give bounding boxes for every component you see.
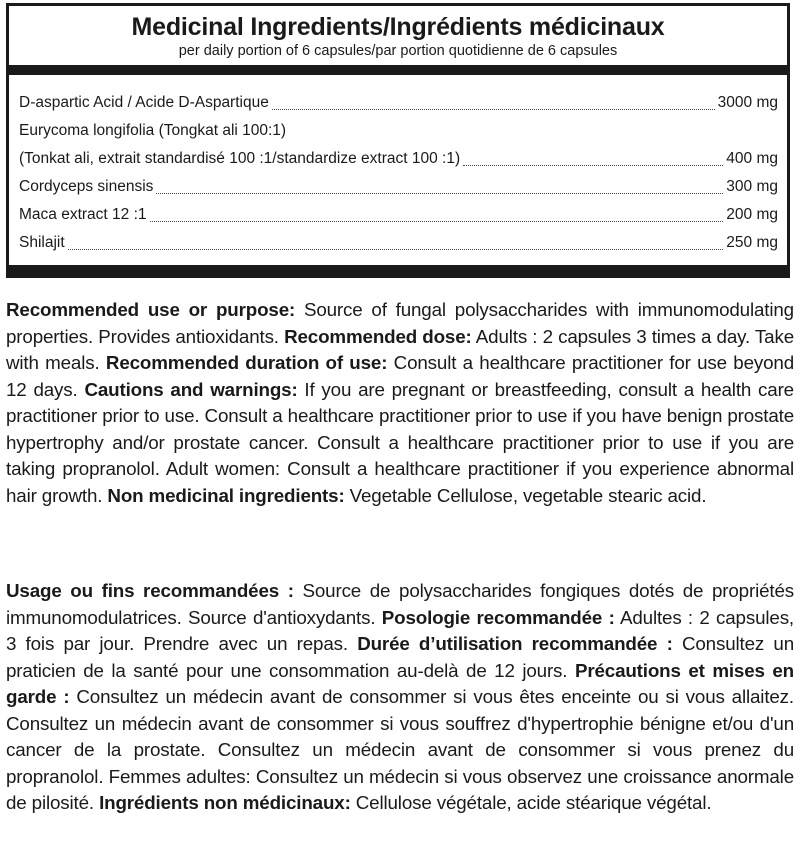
cautions-heading: Cautions and warnings: (84, 378, 298, 400)
dot-leader (463, 165, 723, 166)
use-heading: Recommended use or purpose: (6, 299, 296, 320)
english-label-paragraph (6, 297, 794, 509)
ingredient-name: (Tonkat ali, extrait standardisé 100 :1/standardize extract 100 :1) (19, 150, 461, 167)
ingredient-name: Maca extract 12 :1 (19, 206, 147, 223)
ingredient-row (19, 89, 778, 117)
duration-text: Consultez un praticien de la santé pour une consommation au-delà de 12 jours. (6, 633, 794, 681)
ingredient-amount: 250 mg (726, 234, 778, 251)
ingredient-name: D-aspartic Acid / Acide D-Aspartique (19, 94, 269, 111)
ingredient-row (19, 201, 778, 229)
duration-heading: Recommended duration of use: (105, 352, 388, 373)
dose-text: Adultes : 2 capsules, 3 fois par jour. Prendre avec un repas. (6, 606, 794, 654)
box-bottom-rule (9, 265, 787, 275)
ingredient-name: Cordyceps sinensis (19, 178, 154, 195)
medicinal-title: Medicinal Ingredients/Ingrédients médicinaux (131, 13, 665, 41)
medicinal-ingredients-box (6, 3, 790, 278)
nonmedicinal-heading: Non medicinal ingredients: (107, 484, 345, 506)
nonmedicinal-text: Vegetable Cellulose, vegetable stearic acid. (344, 484, 707, 506)
ingredient-name: Shilajit (19, 234, 65, 251)
dot-leader (150, 221, 724, 222)
cautions-text: Consultez un médecin avant de consommer si vous êtes enceinte ou si vous allaitez. Consultez un médecin avant de consommer si vous souffrez d'hypertrophie bénigne et/ou d'un cancer de la prostate. Consultez un médecin avant de consommer si vous prenez du propranolol. Femmes adultes: Consultez un médecin si vous observez une croissance anormale de pilosité. (6, 686, 794, 813)
dot-leader (272, 109, 715, 110)
duration-text: Consult a healthcare practitioner for use beyond 12 days. (6, 352, 795, 400)
medicinal-subtitle: per daily portion of 6 capsules/par portion quotidienne de 6 capsules (178, 43, 618, 59)
ingredient-amount: 3000 mg (717, 94, 778, 111)
ingredient-list (9, 75, 787, 257)
dose-text: Adults : 2 capsules 3 times a day. Take with meals. (6, 325, 794, 373)
ingredient-row (19, 117, 778, 145)
dot-leader (156, 193, 723, 194)
cautions-text: If you are pregnant or breastfeeding, consult a health care practitioner prior to use. Consult a healthcare practitioner prior to use if you have benign prostate hypertrophy and/or prostate cancer. Consult a healthcare practitioner prior to use if you are taking propranolol. Adult women: Consult a healthcare practitioner if you experience abnormal hair growth. (6, 378, 794, 506)
nonmedicinal-heading: Ingrédients non médicinaux: (99, 792, 351, 813)
use-heading: Usage ou fins recommandées : (6, 580, 294, 601)
use-text: Source of fungal polysaccharides with immunomodulating properties. Provides antioxidants. (6, 299, 794, 347)
ingredient-row (19, 145, 778, 173)
duration-heading: Durée d’utilisation recommandée : (357, 633, 673, 654)
ingredient-row (19, 229, 778, 257)
cautions-heading: Précautions et mises en garde : (6, 659, 794, 707)
title-divider (9, 65, 787, 75)
ingredient-name: Eurycoma longifolia (Tongkat ali 100:1) (19, 122, 287, 139)
ingredient-amount: 300 mg (726, 178, 778, 195)
ingredient-amount: 400 mg (726, 150, 778, 167)
french-label-paragraph (6, 578, 794, 817)
dot-leader (68, 249, 724, 250)
nonmedicinal-text: Cellulose végétale, acide stéarique végétal. (350, 792, 712, 813)
dose-heading: Posologie recommandée : (381, 606, 615, 628)
ingredient-amount: 200 mg (726, 206, 778, 223)
use-text: Source de polysaccharides fongiques dotés de propriétés immunomodulatrices. Source d'antioxydants. (6, 580, 795, 628)
dose-heading: Recommended dose: (284, 325, 472, 347)
ingredient-row (19, 173, 778, 201)
